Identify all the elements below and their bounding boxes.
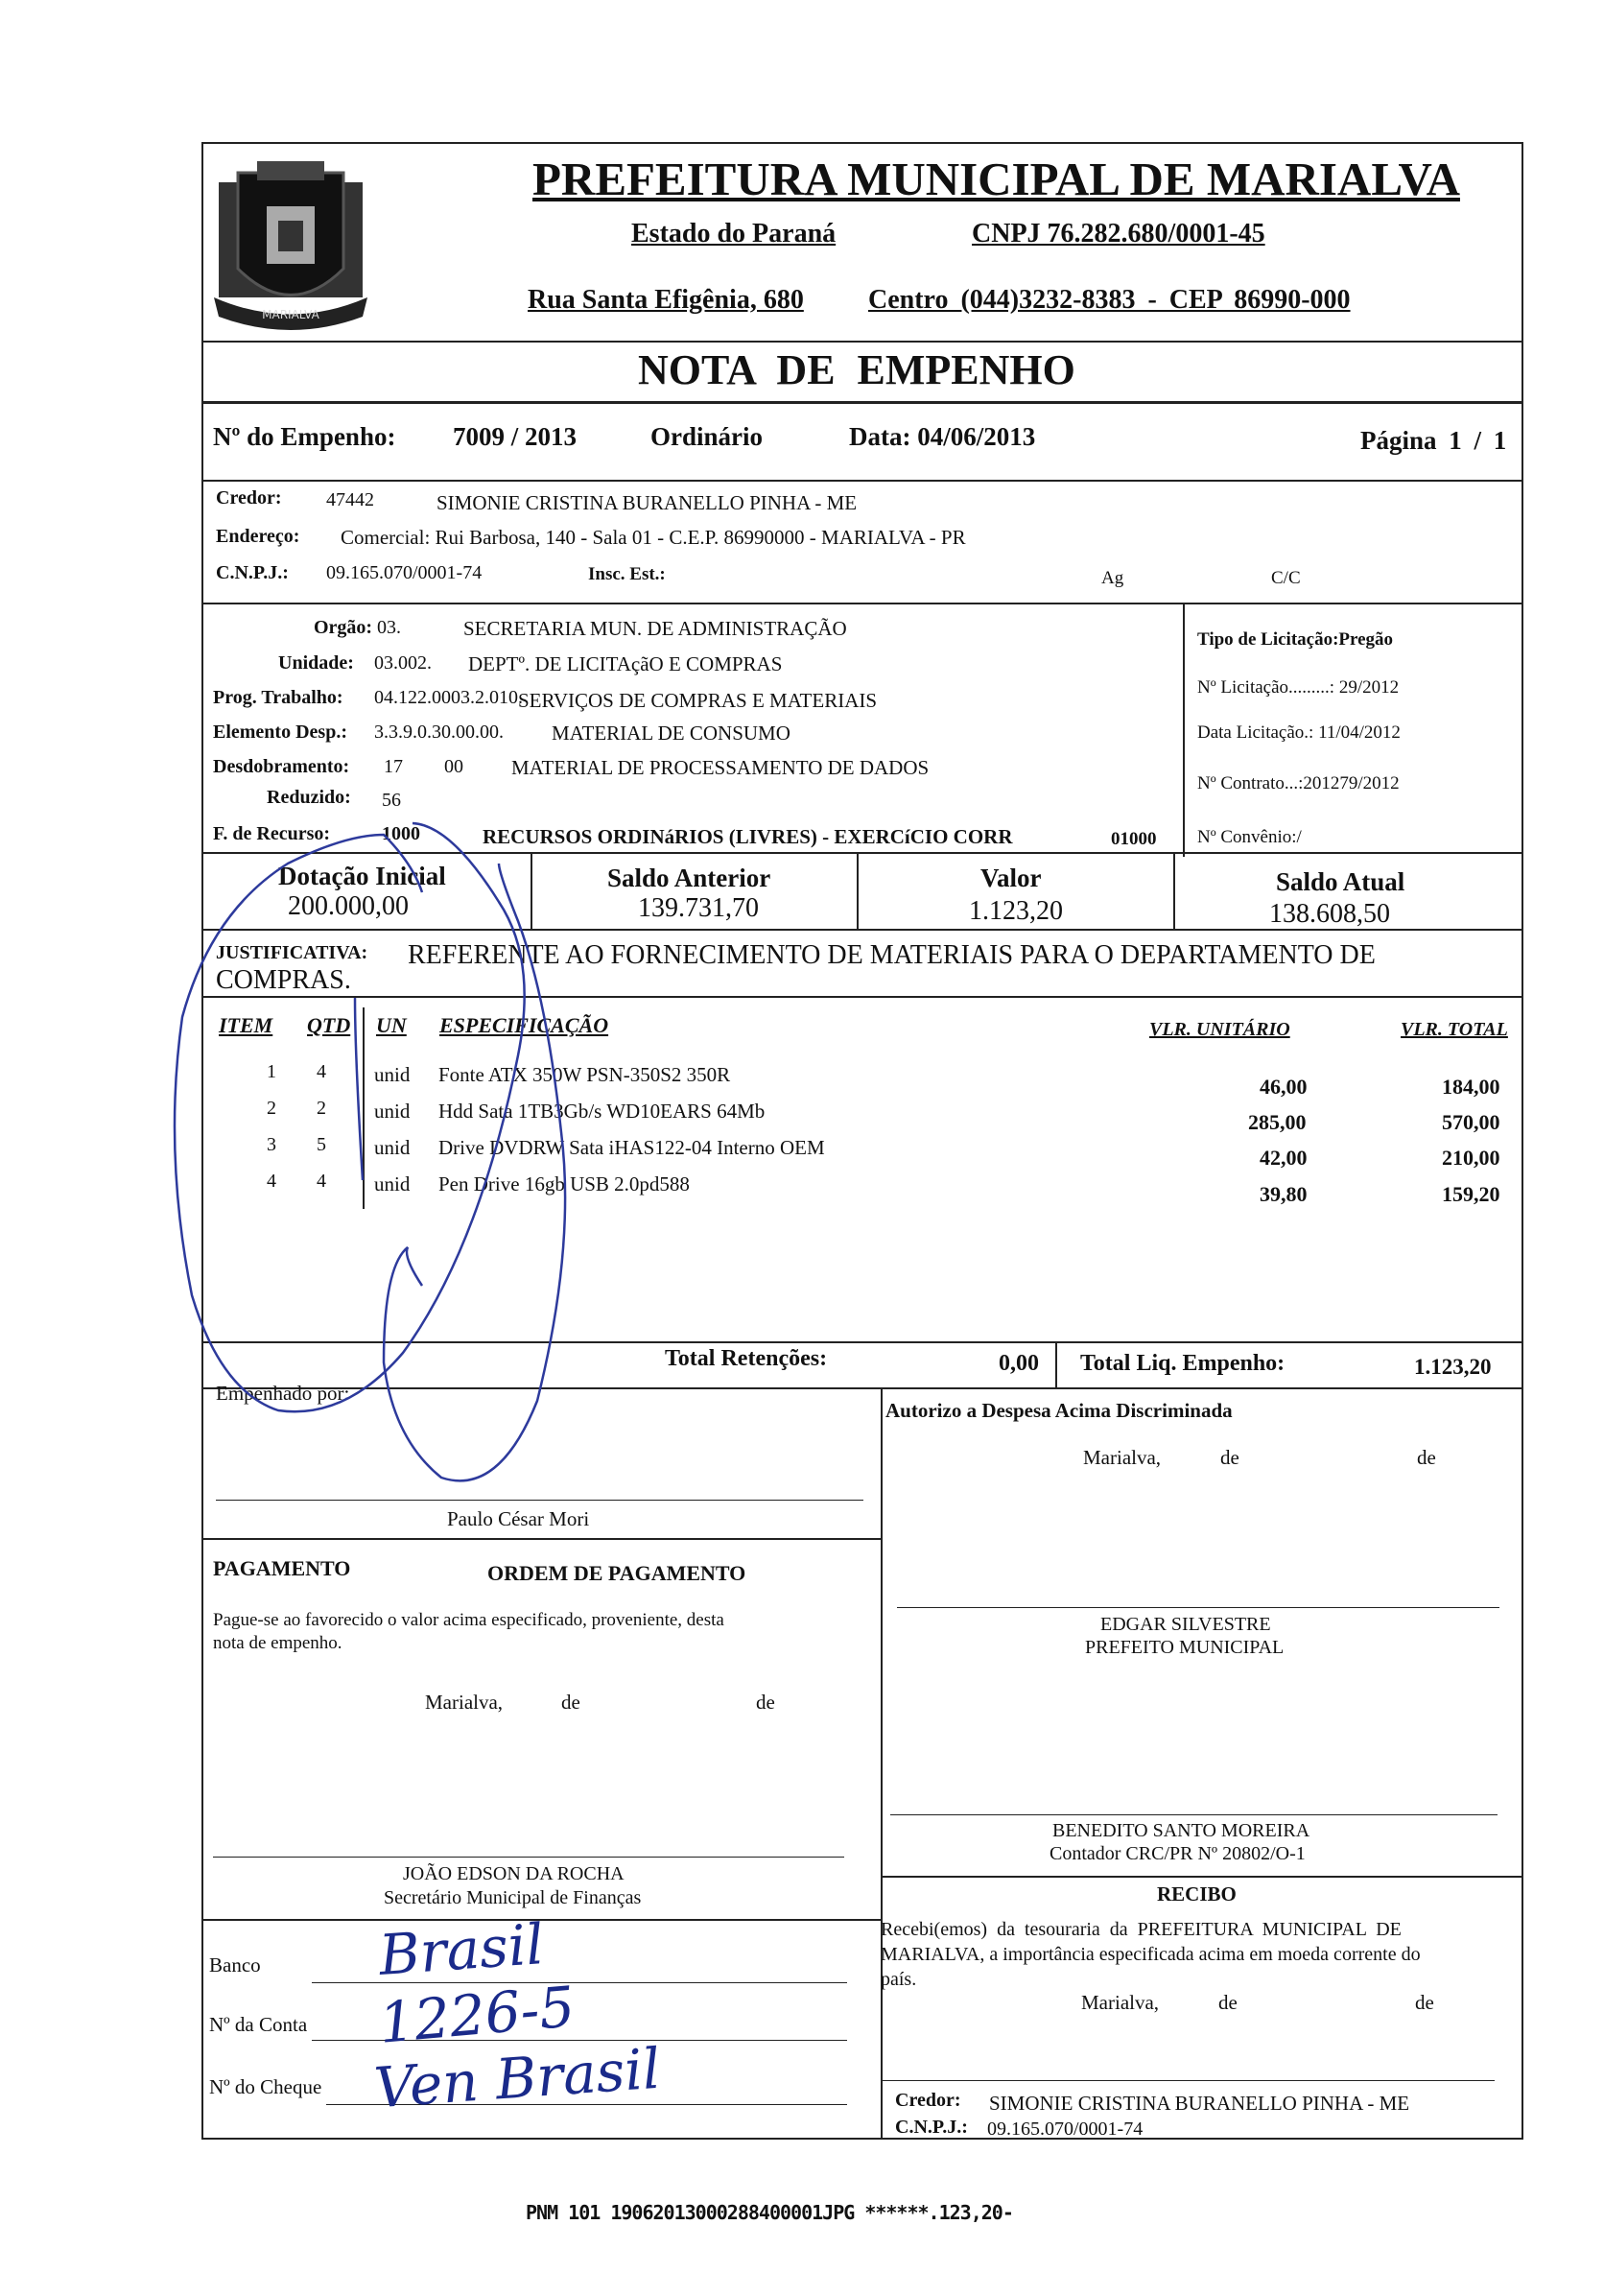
pagamento-text: Pague-se ao favorecido o valor acima especificado, proveniente, desta [213,1610,724,1630]
item-number: 2 [267,1098,276,1119]
desdobramento-name: MATERIAL DE PROCESSAMENTO DE DADOS [511,756,930,779]
item-qtd: 5 [317,1134,326,1155]
empenho-type: Ordinário [650,422,764,451]
elemento-label: Elemento Desp.: [213,722,347,743]
item-unit-price: 46,00 [1260,1075,1308,1099]
footer-cnpj-label: C.N.P.J.: [895,2117,968,2138]
empenhado-label: Empenhado por: [216,1382,350,1405]
ag-label: Ag [1101,568,1124,588]
banco-label: Banco [209,1953,261,1976]
item-unit-price: 285,00 [1248,1110,1307,1134]
municipality-title: PREFEITURA MUNICIPAL DE MARIALVA [532,153,1460,205]
justificativa-text-cont: COMPRAS. [216,965,351,995]
recurso-number: 01000 [1111,829,1157,849]
item-qtd: 4 [317,1171,326,1192]
autorizo-de1: de [1220,1446,1239,1469]
item-spec: Pen Drive 16gb USB 2.0pd588 [438,1172,690,1195]
pagamento-de2: de [756,1691,775,1714]
recibo-text-end: país. [881,1969,917,1990]
col-especificacao: ESPECIFICAÇÃO [439,1013,609,1037]
item-unit-price: 39,80 [1260,1182,1308,1206]
justificativa-text: REFERENTE AO FORNECIMENTO DE MATERIAIS PARA O DEPARTAMENTO DE [408,940,1376,970]
item-number: 1 [267,1061,276,1082]
prefeito-name: EDGAR SILVESTRE [1100,1614,1271,1635]
ordem-pagamento-label: ORDEM DE PAGAMENTO [487,1561,746,1585]
pagamento-de1: de [561,1691,580,1714]
pagamento-text-cont: nota de empenho. [213,1633,342,1653]
credor-cnpj-label: C.N.P.J.: [216,562,289,583]
footer-cnpj: 09.165.070/0001-74 [987,2118,1144,2140]
credor-name: SIMONIE CRISTINA BURANELLO PINHA - ME [436,491,858,514]
saldo-anterior-label: Saldo Anterior [607,864,771,892]
municipality-cnpj: CNPJ 76.282.680/0001-45 [972,219,1265,249]
document-title: NOTA DE EMPENHO [638,346,1075,393]
credor-address: Comercial: Rui Barbosa, 140 - Sala 01 - C.E.P. 86990000 - MARIALVA - PR [341,526,966,549]
dotacao-value: 200.000,00 [288,891,409,921]
item-unit: unid [374,1063,411,1086]
item-unit: unid [374,1172,411,1195]
banco-handwriting: Brasil [376,1911,546,1988]
licitacao-numero: Nº Licitação.........: 29/2012 [1197,677,1400,698]
reduzido-value: 56 [382,790,401,811]
item-unit: unid [374,1136,411,1159]
valor-label: Valor [980,864,1042,892]
cheque-label: Nº do Cheque [209,2075,322,2098]
col-un: UN [376,1013,407,1037]
item-spec: Drive DVDRW Sata iHAS122-04 Interno OEM [438,1136,825,1159]
credor-cnpj: 09.165.070/0001-74 [326,562,483,583]
unidade-label: Unidade: [278,652,354,674]
licitacao-data: Data Licitação.: 11/04/2012 [1197,722,1401,743]
page-number: Página 1 / 1 [1360,426,1507,455]
pagamento-label: PAGAMENTO [213,1556,351,1580]
secretario-role: Secretário Municipal de Finanças [384,1887,642,1908]
recibo-text-cont: MARIALVA, a importância especificada acima em moeda corrente do [881,1944,1421,1965]
item-spec: Hdd Sata 1TB3Gb/s WD10EARS 64Mb [438,1100,766,1123]
contador-name: BENEDITO SANTO MOREIRA [1052,1820,1310,1841]
prog-name: SERVIÇOS DE COMPRAS E MATERIAIS [518,689,878,712]
municipality-street: Rua Santa Efigênia, 680 [528,285,804,315]
reduzido-label: Reduzido: [267,787,351,808]
conta-label: Nº da Conta [209,2013,308,2036]
col-vlr-unitario: VLR. UNITÁRIO [1149,1019,1290,1040]
item-number: 3 [267,1134,276,1155]
saldo-atual-value: 138.608,50 [1269,899,1390,929]
total-liquido-value: 1.123,20 [1414,1355,1492,1379]
autorizo-de2: de [1417,1446,1436,1469]
empenho-number: 7009 / 2013 [453,422,578,451]
dotacao-label: Dotação Inicial [278,862,446,890]
item-total: 570,00 [1442,1110,1500,1134]
item-qtd: 4 [317,1061,326,1082]
item-unit: unid [374,1100,411,1123]
credor-code: 47442 [326,489,374,510]
recibo-text: Recebi(emos) da tesouraria da PREFEITURA MUNICIPAL DE [881,1919,1402,1940]
licitacao-tipo: Tipo de Licitação:Pregão [1197,629,1394,650]
state-label: Estado do Paraná [631,219,837,249]
desdobramento-code: 17 [384,756,403,777]
footer-credor-name: SIMONIE CRISTINA BURANELLO PINHA - ME [989,2092,1410,2115]
insc-label: Insc. Est.: [588,564,666,584]
unidade-code: 03.002. [374,652,432,674]
autorizo-place: Marialva, [1083,1446,1162,1469]
contrato-numero: Nº Contrato...:201279/2012 [1197,773,1400,793]
col-vlr-total: VLR. TOTAL [1401,1019,1508,1040]
item-number: 4 [267,1171,276,1192]
footer-credor-label: Credor: [895,2090,961,2111]
item-spec: Fonte ATX 350W PSN-350S2 350R [438,1063,731,1086]
orgao-name: SECRETARIA MUN. DE ADMINISTRAÇÃO [463,617,847,640]
recibo-place: Marialva, [1081,1991,1160,2014]
col-item: ITEM [219,1013,273,1037]
secretario-name: JOÃO EDSON DA ROCHA [403,1863,625,1884]
elemento-code: 3.3.9.0.30.00.00. [374,722,504,743]
col-qtd: QTD [307,1013,351,1037]
barcode-text: PNM 101 19062013000288400001JPG ******.123,20- [526,2201,1013,2224]
svg-text:MARIALVA: MARIALVA [262,308,319,321]
saldo-atual-label: Saldo Atual [1276,867,1405,896]
empenho-date: Data: 04/06/2013 [849,422,1036,451]
pagamento-place: Marialva, [425,1691,504,1714]
item-qtd: 2 [317,1098,326,1119]
orgao-label: Orgão: [314,617,373,638]
elemento-name: MATERIAL DE CONSUMO [552,722,790,745]
item-total: 159,20 [1442,1182,1500,1206]
retencoes-label: Total Retenções: [665,1346,828,1371]
item-unit-price: 42,00 [1260,1146,1308,1170]
conta-handwriting: 1226-5 [376,1974,578,2056]
contador-role: Contador CRC/PR Nº 20802/O-1 [1050,1843,1306,1864]
retencoes-value: 0,00 [999,1351,1039,1376]
recibo-de2: de [1415,1991,1434,2014]
item-total: 210,00 [1442,1146,1500,1170]
cc-label: C/C [1271,568,1301,588]
unidade-name: DEPTº. DE LICITAçãO E COMPRAS [468,652,783,675]
prog-label: Prog. Trabalho: [213,687,343,708]
address-label: Endereço: [216,526,300,547]
prefeito-role: PREFEITO MUNICIPAL [1085,1637,1285,1658]
orgao-code: 03. [377,617,401,638]
justificativa-label: JUSTIFICATIVA: [216,942,368,963]
credor-label: Credor: [216,487,282,509]
recurso-name: RECURSOS ORDINáRIOS (LIVRES) - EXERCíCIO CORR [483,825,1013,848]
saldo-anterior-value: 139.731,70 [638,893,759,923]
desdobramento-label: Desdobramento: [213,756,350,777]
recibo-de1: de [1218,1991,1238,2014]
valor-value: 1.123,20 [969,896,1063,926]
total-liquido-label: Total Liq. Empenho: [1080,1351,1286,1376]
autorizo-text: Autorizo a Despesa Acima Discriminada [885,1399,1233,1422]
cheque-handwriting: Ven Brasil [371,2035,663,2121]
municipality-address: Centro (044)3232-8383 - CEP 86990-000 [868,285,1351,315]
empenhado-name: Paulo César Mori [447,1507,590,1530]
desdobramento-code2: 00 [444,756,463,777]
empenho-number-label: Nº do Empenho: [213,422,396,451]
prog-code: 04.122.0003.2.010. [374,687,523,708]
recurso-label: F. de Recurso: [213,823,331,844]
recurso-code: 1000 [382,823,420,844]
recibo-title: RECIBO [1157,1882,1237,1905]
item-total: 184,00 [1442,1075,1500,1099]
convenio-numero: Nº Convênio:/ [1197,827,1302,847]
